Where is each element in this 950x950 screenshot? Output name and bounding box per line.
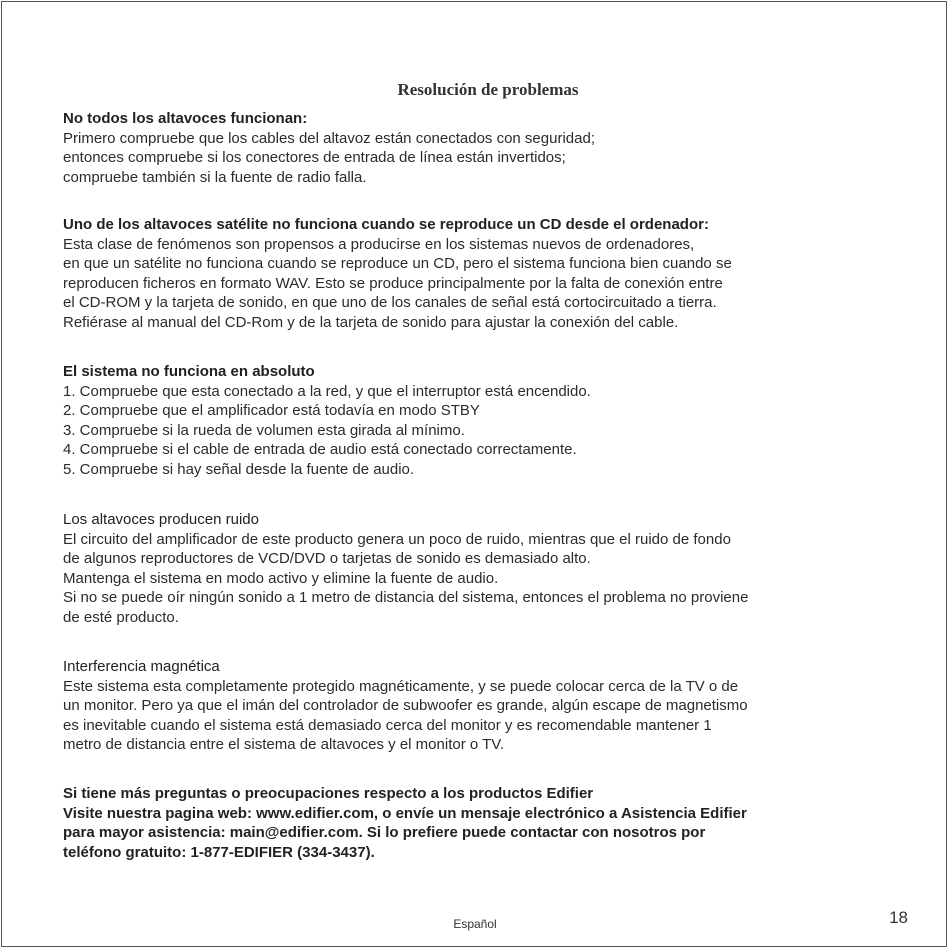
section-text-line: metro de distancia entre el sistema de altavoces y el monitor o TV. — [63, 736, 505, 753]
section-text-line: Refiérase al manual del CD-Rom y de la tarjeta de sonido para ajustar la conexión del cable. — [63, 313, 679, 331]
section-speakers-not-working — [63, 109, 913, 187]
section-text-line: Primero compruebe que los cables del altavoz están conectados con seguridad; — [63, 129, 595, 147]
section-contact-info — [63, 784, 913, 862]
section-text-line: compruebe también si la fuente de radio falla. — [63, 168, 367, 186]
section-magnetic-interference — [63, 657, 913, 755]
page-title: Resolución de problemas — [397, 80, 579, 99]
section-text-line: en que un satélite no funciona cuando se reproduce un CD, pero el sistema funciona bien cuando se — [63, 255, 732, 272]
section-heading: No todos los altavoces funcionan: — [63, 110, 308, 127]
contact-text-line: teléfono gratuito: 1-877-EDIFIER (334-3437). — [63, 843, 375, 861]
footer-language-label: Español — [453, 917, 497, 931]
section-satellite-cd — [63, 215, 913, 332]
section-text-line: el CD-ROM y la tarjeta de sonido, en que uno de los canales de señal está cortocircuitado a tierra. — [63, 294, 717, 311]
section-text-line: entonces compruebe si los conectores de entrada de línea están invertidos; — [63, 149, 566, 166]
checklist-item: 3. Compruebe si la rueda de volumen esta girada al mínimo. — [63, 421, 465, 439]
section-text-line: El circuito del amplificador de este producto genera un poco de ruido, mientras que el ruido de fondo — [63, 530, 731, 548]
contact-text-line: Visite nuestra pagina web: www.edifier.com, o envíe un mensaje electrónico a Asistencia Edifier — [63, 804, 747, 822]
section-heading: Si tiene más preguntas o preocupaciones respecto a los productos Edifier — [63, 785, 594, 802]
section-text-line: es inevitable cuando el sistema está demasiado cerca del monitor y es recomendable mantener 1 — [63, 716, 712, 734]
page-number: 18 — [889, 908, 908, 927]
section-text-line: Este sistema esta completamente protegido magnéticamente, y se puede colocar cerca de la TV o de — [63, 677, 739, 695]
section-heading: Interferencia magnética — [63, 658, 220, 675]
section-text-line: Esta clase de fenómenos son propensos a producirse en los sistemas nuevos de ordenadores, — [63, 235, 695, 253]
checklist-item: 4. Compruebe si el cable de entrada de audio está conectado correctamente. — [63, 441, 577, 458]
checklist-item: 2. Compruebe que el amplificador está todavía en modo STBY — [63, 402, 480, 419]
checklist-item: 5. Compruebe si hay señal desde la fuente de audio. — [63, 460, 415, 478]
section-speaker-noise — [63, 510, 913, 627]
section-text-line: de esté producto. — [63, 608, 179, 626]
section-text-line: Si no se puede oír ningún sonido a 1 metro de distancia del sistema, entonces el problema no proviene — [63, 589, 749, 606]
section-text-line: Mantenga el sistema en modo activo y elimine la fuente de audio. — [63, 569, 499, 587]
contact-text-line: para mayor asistencia: main@edifier.com. Si lo prefiere puede contactar con nosotros por — [63, 824, 706, 841]
section-system-not-working — [63, 362, 913, 479]
section-text-line: reproducen ficheros en formato WAV. Esto se produce principalmente por la falta de conexión entre — [63, 274, 723, 292]
section-heading: Los altavoces producen ruido — [63, 511, 259, 528]
checklist-item: 1. Compruebe que esta conectado a la red, y que el interruptor está encendido. — [63, 382, 591, 400]
section-text-line: un monitor. Pero ya que el imán del controlador de subwoofer es grande, algún escape de magnetismo — [63, 697, 748, 714]
section-text-line: de algunos reproductores de VCD/DVD o tarjetas de sonido es demasiado alto. — [63, 550, 591, 567]
section-heading: El sistema no funciona en absoluto — [63, 363, 315, 380]
section-heading: Uno de los altavoces satélite no funciona cuando se reproduce un CD desde el ordenador: — [63, 216, 709, 233]
